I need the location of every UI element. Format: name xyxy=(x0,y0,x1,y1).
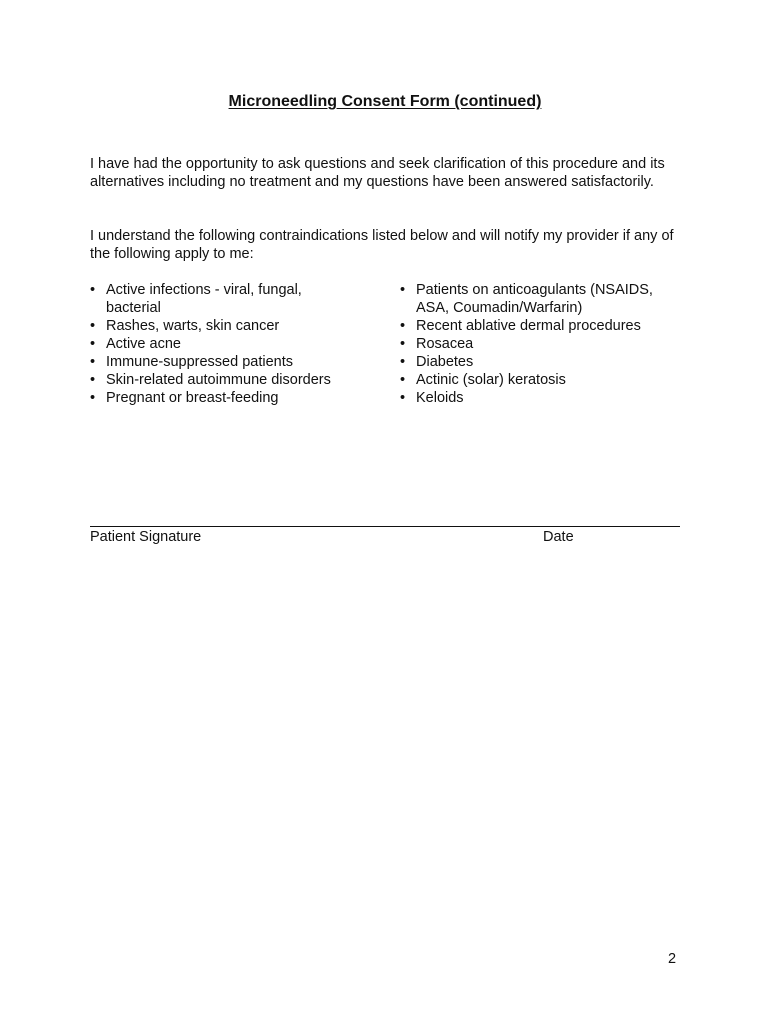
list-item-text: Rosacea xyxy=(416,336,474,352)
list-item-text: Pregnant or breast-feeding xyxy=(106,390,279,406)
bullet-icon: • xyxy=(90,372,96,388)
bullet-icon: • xyxy=(400,372,406,388)
bullet-icon: • xyxy=(90,390,96,406)
bullet-icon: • xyxy=(400,318,406,334)
list-item xyxy=(400,371,680,389)
bullet-icon: • xyxy=(90,318,96,334)
bullet-icon: • xyxy=(90,282,96,298)
patient-signature-label: Patient Signature xyxy=(90,529,202,545)
date-label: Date xyxy=(543,529,574,545)
list-item xyxy=(90,389,350,407)
list-item xyxy=(400,335,680,353)
list-item xyxy=(400,353,680,371)
acknowledgement-paragraph: I have had the opportunity to ask questions and seek clarification of this procedure and its alternatives including no treatment and my questions have been answered satisfactorily. xyxy=(90,156,665,190)
list-item-text: Actinic (solar) keratosis xyxy=(416,372,566,388)
contraindications-list-right xyxy=(400,281,680,407)
list-item-text: Skin-related autoimmune disorders xyxy=(106,372,331,388)
list-item-text: Active infections - viral, fungal, bacterial xyxy=(106,282,302,316)
list-item-text: Keloids xyxy=(416,390,464,406)
contraindications-intro-paragraph: I understand the following contraindications listed below and will notify my provider if any of the following apply to me: xyxy=(90,228,674,262)
list-item xyxy=(90,281,350,317)
list-item xyxy=(90,371,350,389)
bullet-icon: • xyxy=(400,336,406,352)
list-item xyxy=(90,353,350,371)
list-item-text: Diabetes xyxy=(416,354,474,370)
list-item-text: Immune-suppressed patients xyxy=(106,354,293,370)
bullet-icon: • xyxy=(400,354,406,370)
page-title: Microneedling Consent Form (continued) xyxy=(228,93,542,110)
bullet-icon: • xyxy=(400,282,406,298)
page-number: 2 xyxy=(668,951,677,967)
list-item xyxy=(400,317,680,335)
list-item xyxy=(400,389,680,407)
list-item-text: Patients on anticoagulants (NSAIDS, ASA, Coumadin/Warfarin) xyxy=(416,282,653,316)
list-item-text: Rashes, warts, skin cancer xyxy=(106,318,280,334)
bullet-icon: • xyxy=(400,390,406,406)
list-item xyxy=(90,317,350,335)
list-item xyxy=(400,281,680,317)
list-item xyxy=(90,335,350,353)
bullet-icon: • xyxy=(90,336,96,352)
signature-line[interactable] xyxy=(90,526,680,527)
list-item-text: Recent ablative dermal procedures xyxy=(416,318,641,334)
list-item-text: Active acne xyxy=(106,336,181,352)
bullet-icon: • xyxy=(90,354,96,370)
contraindications-list-left xyxy=(90,281,350,407)
